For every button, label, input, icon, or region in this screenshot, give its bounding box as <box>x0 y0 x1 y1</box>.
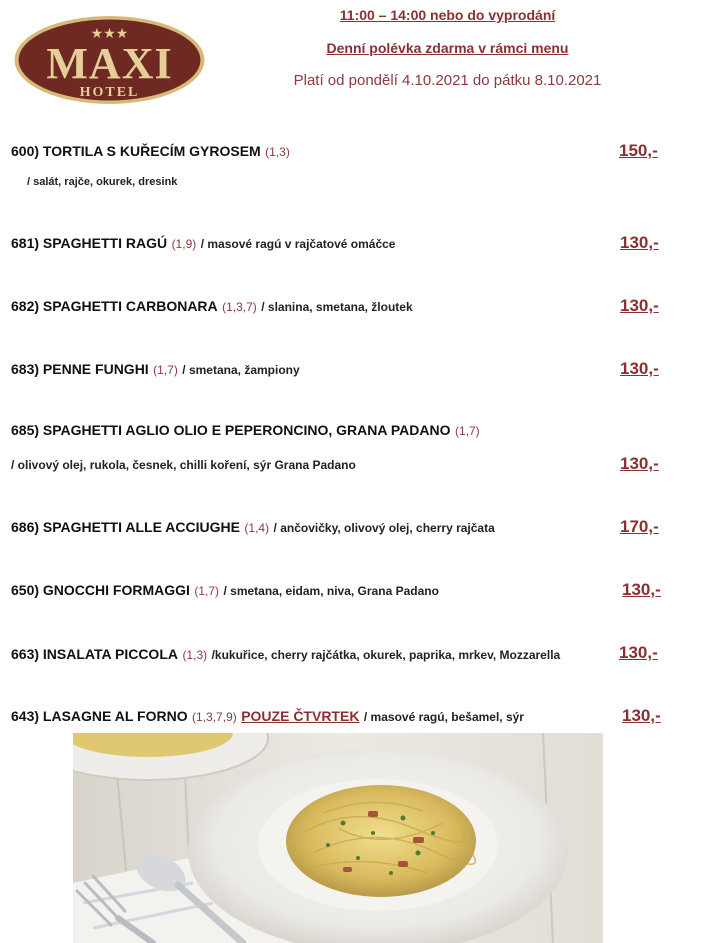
menu-item <box>11 519 671 537</box>
menu-item <box>11 708 671 726</box>
item-price: 130,- <box>622 706 661 725</box>
item-price: 130,- <box>620 454 659 473</box>
item-description: / smetana, eidam, niva, Grana Padano <box>223 584 439 598</box>
item-title: 600) TORTILA S KUŘECÍM GYROSEM <box>11 143 261 159</box>
logo-emblem <box>13 14 206 106</box>
item-allergens: (1,7) <box>454 424 480 438</box>
item-price: 130,- <box>622 580 661 599</box>
menu-item <box>11 361 671 379</box>
item-price: 170,- <box>620 517 659 536</box>
item-title: 681) SPAGHETTI RAGÚ <box>11 235 168 251</box>
item-description: /kukuřice, cherry rajčátka, okurek, paprika, mrkev, Mozzarella <box>211 648 561 662</box>
menu-item <box>11 582 671 600</box>
logo-stars: ★★★ <box>90 26 129 42</box>
item-allergens: (1,3,7) <box>222 300 257 314</box>
item-description: / olivový olej, rukola, česnek, chilli koření, sýr Grana Padano <box>11 458 356 472</box>
photo-illustration <box>73 733 603 943</box>
item-title: 682) SPAGHETTI CARBONARA <box>11 298 218 314</box>
hotel-logo <box>13 14 206 106</box>
item-title: 686) SPAGHETTI ALLE ACCIUGHE <box>11 519 240 535</box>
item-description: / salát, rajče, okurek, dresink <box>27 176 178 188</box>
item-title: 643) LASAGNE AL FORNO <box>11 708 188 724</box>
item-allergens: (1,9) <box>171 237 197 251</box>
item-description: / masové ragú v rajčatové omáčce <box>200 237 396 251</box>
item-allergens: (1,7) <box>194 584 220 598</box>
item-price: 130,- <box>620 359 659 378</box>
item-price: 130,- <box>620 296 659 315</box>
item-description: / masové ragú, bešamel, sýr <box>363 710 524 724</box>
logo-brand: MAXI <box>46 39 173 88</box>
item-title: 663) INSALATA PICCOLA <box>11 646 178 662</box>
logo-sub: HOTEL <box>79 85 140 100</box>
header-hours: 11:00 – 14:00 nebo do vyprodání <box>339 7 556 23</box>
menu-item <box>11 235 671 253</box>
item-title: 650) GNOCCHI FORMAGGI <box>11 582 190 598</box>
item-price: 130,- <box>619 643 658 662</box>
menu-item <box>11 646 671 664</box>
menu-item <box>11 143 671 161</box>
item-allergens: (1,3,7,9) <box>192 710 237 724</box>
item-title: 683) PENNE FUNGHI <box>11 361 149 377</box>
item-description: / slanina, smetana, žloutek <box>261 300 413 314</box>
item-description: / smetana, žampiony <box>182 363 300 377</box>
item-allergens: (1,3) <box>182 648 208 662</box>
menu-item <box>11 298 671 316</box>
item-description: / ančovičky, olivový olej, cherry rajčata <box>273 521 495 535</box>
item-day-note: POUZE ČTVRTEK <box>241 708 360 724</box>
item-price: 150,- <box>619 141 658 160</box>
item-title: 685) SPAGHETTI AGLIO OLIO E PEPERONCINO, GRANA PADANO <box>11 422 451 438</box>
item-allergens: (1,7) <box>153 363 178 377</box>
item-allergens: (1,4) <box>244 521 270 535</box>
carbonara-photo <box>73 733 603 943</box>
item-allergens: (1,3) <box>265 145 290 159</box>
menu-item <box>11 422 671 440</box>
item-price: 130,- <box>620 233 659 252</box>
header-validity: Platí od pondělí 4.10.2021 do pátku 8.10.2021 <box>293 72 602 89</box>
header-soup-note: Denní polévka zdarma v rámci menu <box>326 40 569 56</box>
